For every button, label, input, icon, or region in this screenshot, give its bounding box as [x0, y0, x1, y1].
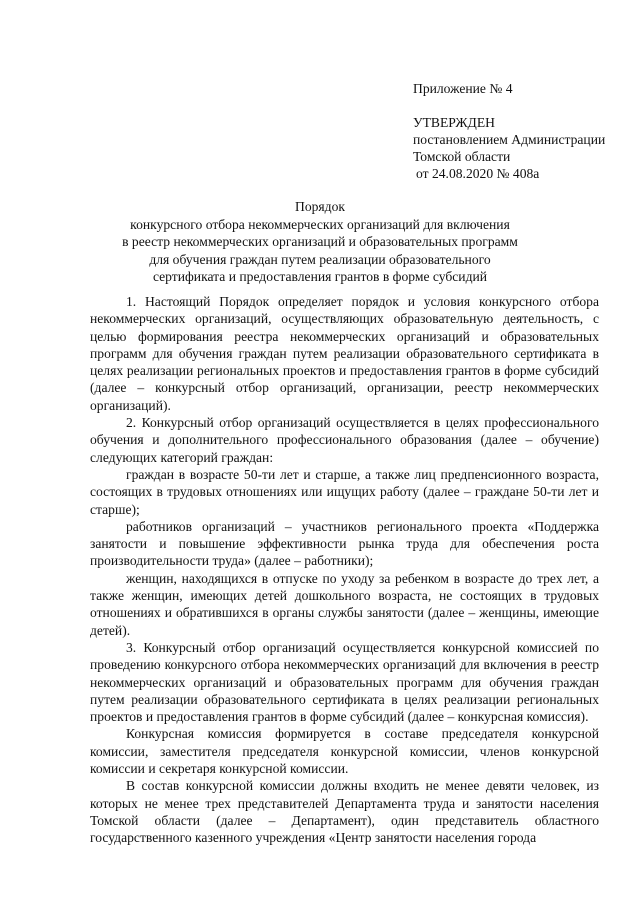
- paragraph-category-50plus: граждан в возрасте 50-ти лет и старше, а также лиц предпенсионного возраста, состоящих в трудовых отношениях или ищущих работу (далее – граждане 50-ти лет и старше);: [90, 466, 599, 517]
- approval-block: [413, 80, 628, 182]
- paragraph-category-women: женщин, находящихся в отпуске по уходу за ребенком в возрасте до трех лет, а также женщин, имеющих детей дошкольного возраста, не состоящих в трудовых отношениях и обратившихся в органы службы занятости (далее – женщины, имеющие детей).: [90, 570, 599, 638]
- approval-line-1: постановлением Администрации: [413, 132, 606, 147]
- paragraph-category-workers: работников организаций – участников регионального проекта «Поддержка занятости и повышение эффективности рынка труда для обеспечения роста производительности труда» (далее – работники);: [90, 518, 599, 569]
- title-heading: Порядок: [295, 199, 345, 214]
- document-body: [90, 293, 599, 847]
- title-line: сертификата и предоставления грантов в форме субсидий: [152, 269, 488, 284]
- title-line: в реестр некоммерческих организаций и образовательных программ: [122, 234, 518, 249]
- title-line: для обучения граждан путем реализации образовательного: [149, 251, 491, 267]
- title-line: конкурсного отбора некоммерческих организаций для включения: [130, 216, 510, 232]
- approved-label: УТВЕРЖДЕН: [413, 115, 495, 130]
- paragraph-commission-composition: Конкурсная комиссия формируется в составе председателя конкурсной комиссии, заместителя председателя конкурсной комиссии, членов конкурсной комиссии и секретаря конкурсной комиссии.: [90, 726, 599, 777]
- paragraph-1: 1. Настоящий Порядок определяет порядок и условия конкурсного отбора некоммерческих организаций, осуществляющих образовательную деятельность, с целью формирования реестра некоммерческих организаций и образовательных программ для обучения граждан путем реализации образовательного сертификата в целях реализации региональных проектов и предоставления грантов в форме субсидий (далее – конкурсный отбор организаций, организации, реестр некоммерческих организаций).: [90, 294, 599, 413]
- paragraph-3: 3. Конкурсный отбор организаций осуществляется конкурсной комиссией по проведению конкурсного отбора некоммерческих организаций для включения в реестр некоммерческих организаций и образовательных программ для обучения граждан путем реализации образовательного сертификата в целях реализации региональных проектов и предоставления грантов в форме субсидий (далее – конкурсная комиссия).: [90, 639, 599, 725]
- document-title: [120, 198, 520, 286]
- approval-date: от 24.08.2020 № 408а: [416, 166, 540, 181]
- annex-label: Приложение № 4: [413, 81, 513, 96]
- paragraph-commission-members: В состав конкурсной комиссии должны входить не менее девяти человек, из которых не менее трех представителей Департамента труда и занятости населения Томской области (далее – Департамент), один представитель областного государственного казенного учреждения «Центр занятости населения города: [90, 778, 599, 846]
- approval-line-2: Томской области: [413, 149, 511, 164]
- paragraph-2: 2. Конкурсный отбор организаций осуществляется в целях профессионального обучения и дополнительного профессионального образования (далее – обучение) следующих категорий граждан:: [90, 415, 599, 465]
